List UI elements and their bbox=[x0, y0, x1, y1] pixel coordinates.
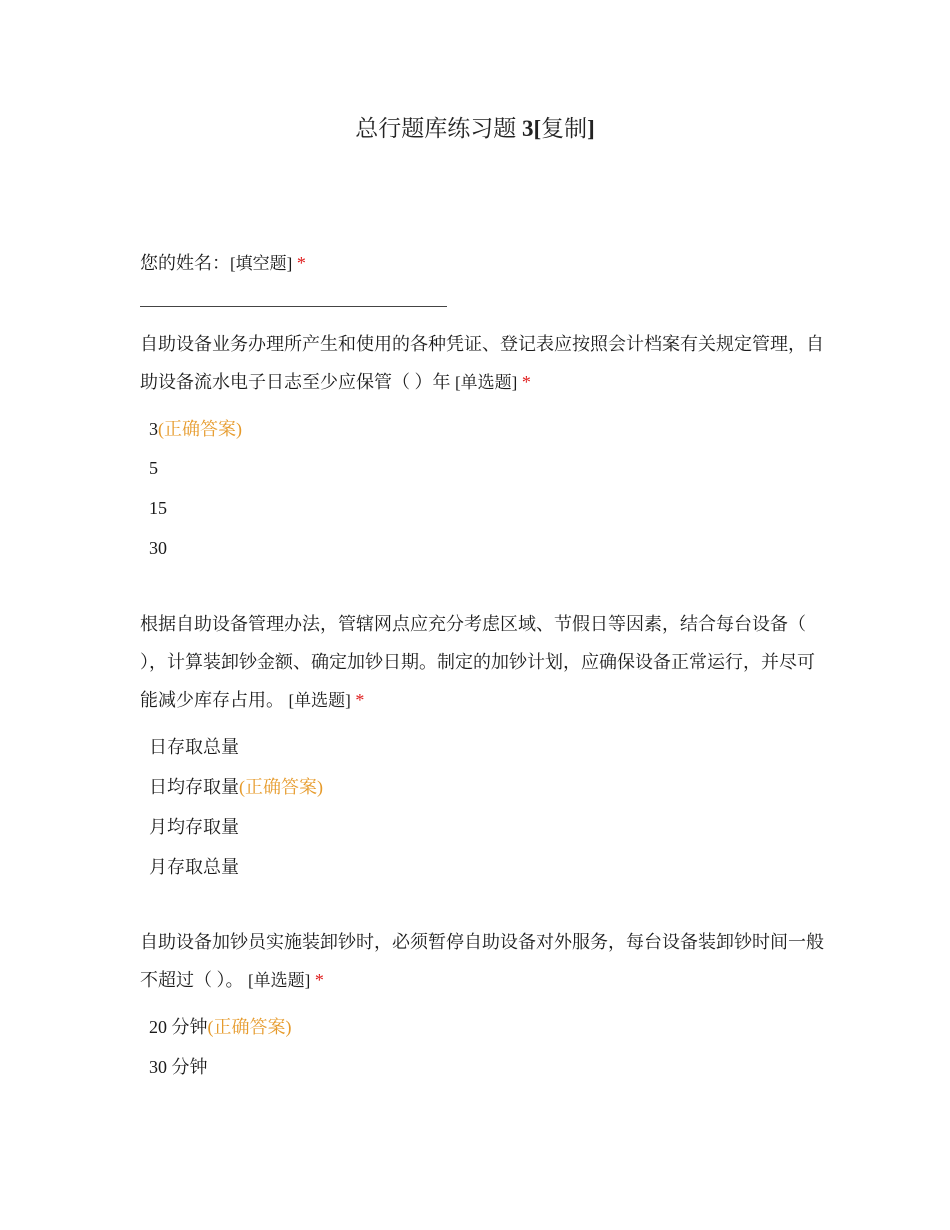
question-4-type: [单选题] bbox=[248, 971, 311, 990]
required-mark: * bbox=[521, 372, 531, 392]
question-2-option-3[interactable] bbox=[149, 496, 167, 520]
question-3-option-4[interactable] bbox=[149, 855, 239, 879]
question-2 bbox=[140, 325, 830, 402]
required-mark: * bbox=[355, 690, 365, 710]
correct-answer-mark: (正确答案) bbox=[239, 777, 323, 797]
question-1 bbox=[140, 244, 830, 283]
option-label: 日存取总量 bbox=[149, 737, 239, 757]
question-4-option-2[interactable] bbox=[149, 1055, 208, 1079]
question-1-type: [填空题] bbox=[230, 254, 293, 273]
option-label: 30 bbox=[149, 538, 167, 558]
question-4-text: 自助设备加钞员实施装卸钞时，必须暂停自助设备对外服务，每台设备装卸钞时间一般不超过（ ）。 bbox=[140, 932, 824, 990]
question-2-option-4[interactable] bbox=[149, 536, 167, 560]
correct-answer-mark: (正确答案) bbox=[207, 1017, 292, 1037]
question-2-option-2[interactable] bbox=[149, 456, 158, 480]
question-2-type: [单选题] bbox=[455, 373, 518, 392]
question-4-option-1[interactable] bbox=[149, 1015, 292, 1039]
question-3-type: [单选题] bbox=[288, 691, 351, 710]
question-3-option-3[interactable] bbox=[149, 815, 239, 839]
question-3-text: 根据自助设备管理办法，管辖网点应充分考虑区域、节假日等因素，结合每台设备（ ），计算装卸钞金额、确定加钞日期。制定的加钞计划，应确保设备正常运行，并尽可能减少库存占用。 bbox=[140, 614, 815, 710]
option-label: 5 bbox=[149, 458, 158, 478]
option-label: 30 分钟 bbox=[149, 1057, 208, 1077]
question-3 bbox=[140, 605, 830, 720]
option-label: 月均存取量 bbox=[149, 817, 239, 837]
required-mark: * bbox=[314, 970, 324, 990]
option-label: 3 bbox=[149, 419, 158, 439]
question-3-option-2[interactable] bbox=[149, 775, 323, 799]
option-label: 15 bbox=[149, 498, 167, 518]
page-title bbox=[0, 110, 950, 143]
title-copy: 复制 bbox=[541, 116, 588, 141]
question-1-text: 您的姓名： bbox=[140, 253, 230, 273]
title-bracket: ] bbox=[587, 116, 595, 141]
option-label: 20 分钟 bbox=[149, 1017, 208, 1037]
question-2-option-1[interactable] bbox=[149, 417, 242, 441]
question-4 bbox=[140, 923, 830, 1000]
question-3-option-1[interactable] bbox=[149, 735, 239, 759]
required-mark: * bbox=[296, 253, 306, 273]
name-answer-line[interactable] bbox=[140, 306, 447, 307]
correct-answer-mark: (正确答案) bbox=[158, 419, 242, 439]
option-label: 日均存取量 bbox=[149, 777, 239, 797]
option-label: 月存取总量 bbox=[149, 857, 239, 877]
title-main: 总行题库练习题 bbox=[355, 116, 517, 141]
question-2-text: 自助设备业务办理所产生和使用的各种凭证、登记表应按照会计档案有关规定管理，自助设备流水电子日志至少应保管（ ）年 bbox=[140, 334, 824, 392]
title-number: 3[ bbox=[521, 116, 542, 141]
